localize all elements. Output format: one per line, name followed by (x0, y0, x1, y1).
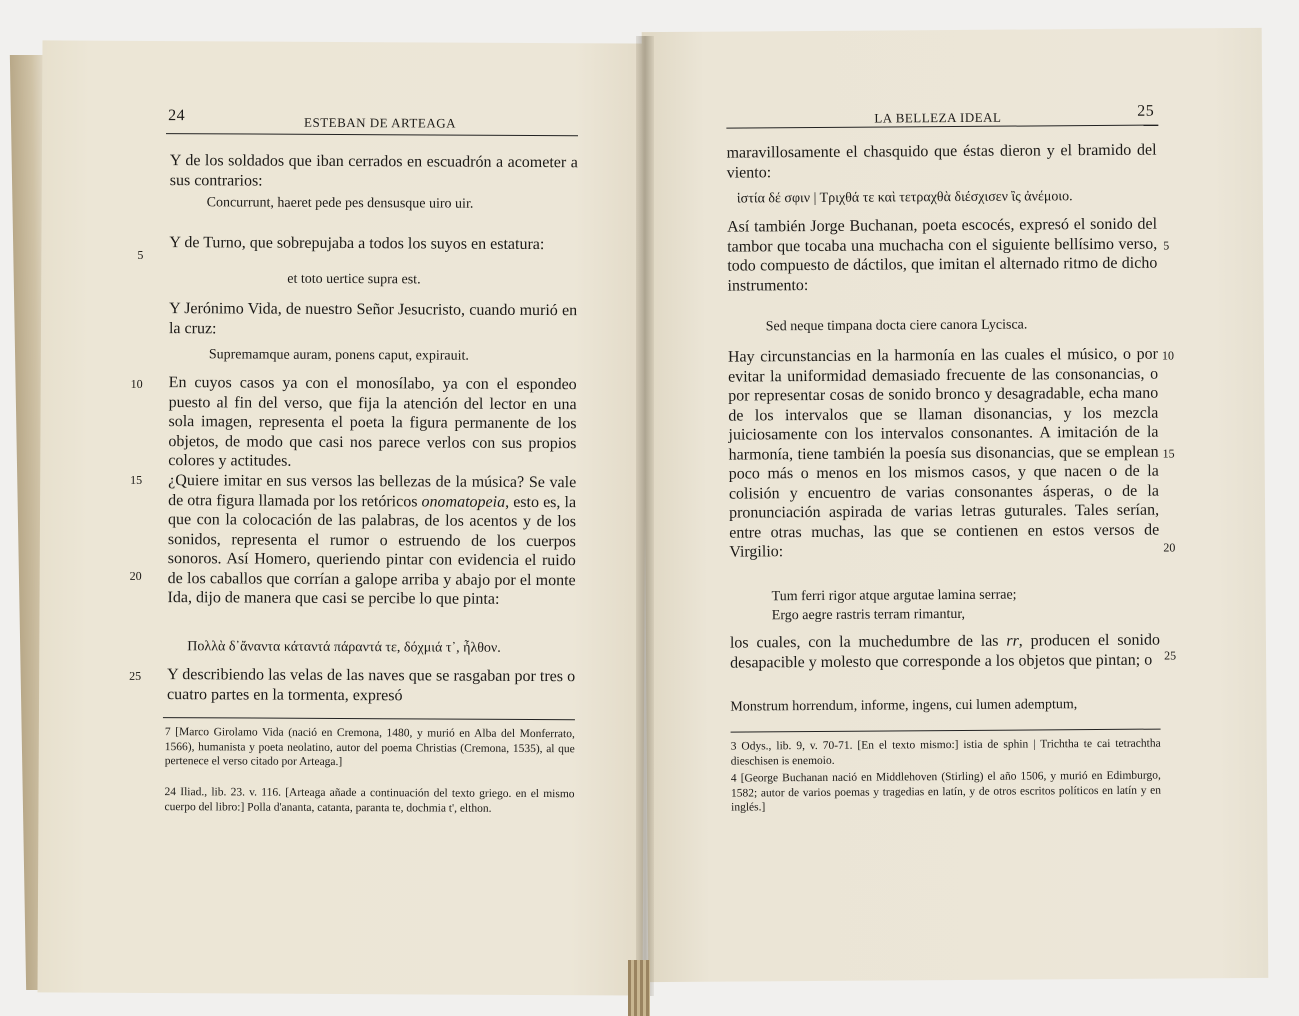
left-line-number: 15 (130, 472, 143, 487)
right-paragraph-4-part-b: , producen el sonido desapacible y molesto que corresponde a los objetos que pintan; o (730, 631, 1161, 672)
right-header-rule (726, 125, 1158, 129)
right-quote-2-line-2: Ergo aegre rastris terram rimantur, (771, 606, 965, 624)
right-footnote-2: 4 [George Buchanan nació en Middlehoven (Stirling) el año 1506, y murió en Edimburgo, 1582; autor de varios poemas y tragedias en latín, y de otros escritos políticos en latín y en inglés.] (730, 769, 1162, 814)
left-paragraph-4: En cuyos casos ya con el monosílabo, ya con el espondeo puesto al fin del verso, que fija la atención del lector en una sola imagen, representa el poeta la figura permanente de los objetos, de modo que casi nos parece verlos con sus propios colores y actitudes. (168, 374, 577, 470)
right-page (642, 28, 1269, 982)
right-line-number: 25 (1164, 648, 1177, 663)
right-line-number: 20 (1163, 540, 1176, 555)
left-paragraph-1: Y de los soldados que iban cerrados en escuadrón a acometer a sus contrarios: (169, 152, 578, 190)
right-greek-quote: ἱστία δέ σφιν | Τριχθά τε καὶ τετραχθὰ διέσχισεν ἲς ἀνέμοιο. (736, 189, 1073, 207)
left-page-number: 24 (168, 107, 186, 125)
right-paragraph-3: Hay circunstancias en la harmonía en las cuales el músico, o por evitar la uniformidad demasiado frecuente de las consonancias, o por representar cosas de sonido bronco y desagradable, echa mano de los intervalos que se llaman disonancias, y los mezcla juiciosamente con los intervalos consonantes. A imitación de la harmonía, tiene también la poesía sus disonancias, que se emplean poco más o menos en los mismos casos, y que nacen o de la colisión y encuentro de varias consonantes ásperas, o de la pronunciación aspirada de varias letras guturales. Tales serían, entre otras muchas, las que se contienen en estos versos de Virgilio: (727, 345, 1160, 561)
right-paragraph-2: Así también Jorge Buchanan, poeta escocés, expresó el sonido del tambor que tocaba una muchacha con el siguiente bellísimo verso, todo compuesto de dáctilos, que imitan el alternado ritmo de dicho instrumento: (726, 215, 1158, 295)
left-quote-3: Supremamque auram, ponens caput, expirauit. (208, 347, 469, 364)
left-greek-quote: Πολλὰ δ᾽ἄναντα κάταντά πάραντά τε, δόχμιά τ᾽, ἦλθον. (187, 639, 501, 656)
left-page (38, 40, 648, 995)
book-gutter (636, 36, 654, 996)
right-running-head: LA BELLEZA IDEAL (874, 109, 1002, 126)
left-line-number: 5 (137, 247, 144, 262)
left-paragraph-5-part-a: ¿Quiere imitar en sus versos las bellezas de la música? Se vale de otra figura llamada por los retóricos (168, 472, 577, 510)
right-paragraph-4 (730, 631, 1160, 673)
right-line-number: 10 (1161, 348, 1175, 363)
right-footnote-1: 3 Odys., lib. 9, v. 70-71. [En el texto mismo:] istia de sphin | Trichtha te cai tetrachtha dieschisen is enemoio. (730, 737, 1161, 768)
rr-term: rr (1006, 632, 1019, 650)
right-line-number: 5 (1163, 238, 1170, 253)
left-footnote-1: 7 [Marco Girolamo Vida (nació en Cremona, 1480, y murió en Alba del Monferrato, 1566), humanista y poeta neolatino, autor del poema Christias (Cremona, 1535), al que pertenece el verso citado por Arteaga.] (164, 726, 575, 769)
left-line-number: 25 (129, 668, 142, 683)
left-running-head: ESTEBAN DE ARTEAGA (304, 114, 457, 131)
left-paragraph-5 (168, 471, 577, 610)
left-paragraph-5-part-b: , esto es, la que con la colocación de las palabras, de los acentos y de los sonidos, representa el rumor o estruendo de los cuerpos sonoros. Así Homero, queriendo pintar con evidencia el ruido de los caballos que corrían a galope arriba y abajo por el monte Ida, dijo de manera que casi se percibe lo que pinta: (167, 493, 577, 608)
left-footnote-2: 24 Iliad., lib. 23. v. 116. [Arteaga añade a continuación del texto griego. en el mismo cuerpo del libro:] Polla d'ananta, catanta, paranta te, dochmia t', elthon. (164, 786, 575, 815)
right-paragraph-4-part-a: los cuales, con la muchedumbre de las (729, 632, 1007, 652)
right-footnote-rule (731, 729, 1161, 733)
left-line-number: 10 (130, 376, 143, 391)
right-paragraph-1: maravillosamente el chasquido que éstas dieron y el bramido del viento: (726, 141, 1157, 182)
left-paragraph-6: Y describiendo las velas de las naves que se rasgaban por tres o cuatro partes en la tormenta, expresó (167, 666, 576, 704)
left-quote-1: Concurrunt, haeret pede pes densusque uiro uir. (206, 195, 474, 212)
onomatopeia-term: onomatopeia (421, 492, 506, 511)
left-footnote-rule (163, 717, 575, 720)
right-quote-1: Sed neque timpana docta ciere canora Lycisca. (765, 317, 1028, 335)
left-quote-2: et toto uertice supra est. (287, 271, 421, 288)
left-paragraph-3: Y Jerónimo Vida, de nuestro Señor Jesucristo, cuando murió en la cruz: (168, 300, 578, 337)
right-page-number: 25 (1137, 102, 1155, 120)
left-header-rule (166, 133, 578, 136)
bookmark-ribbon (628, 960, 650, 1016)
right-quote-2-line-1: Tum ferri rigor atque argutae lamina serrae; (771, 587, 1017, 605)
right-line-number: 15 (1162, 446, 1175, 461)
left-paragraph-2: Y de Turno, que sobrepujaba a todos los suyos en estatura: (169, 234, 545, 254)
left-line-number: 20 (129, 568, 142, 583)
right-quote-3: Monstrum horrendum, informe, ingens, cui lumen ademptum, (730, 697, 1078, 715)
